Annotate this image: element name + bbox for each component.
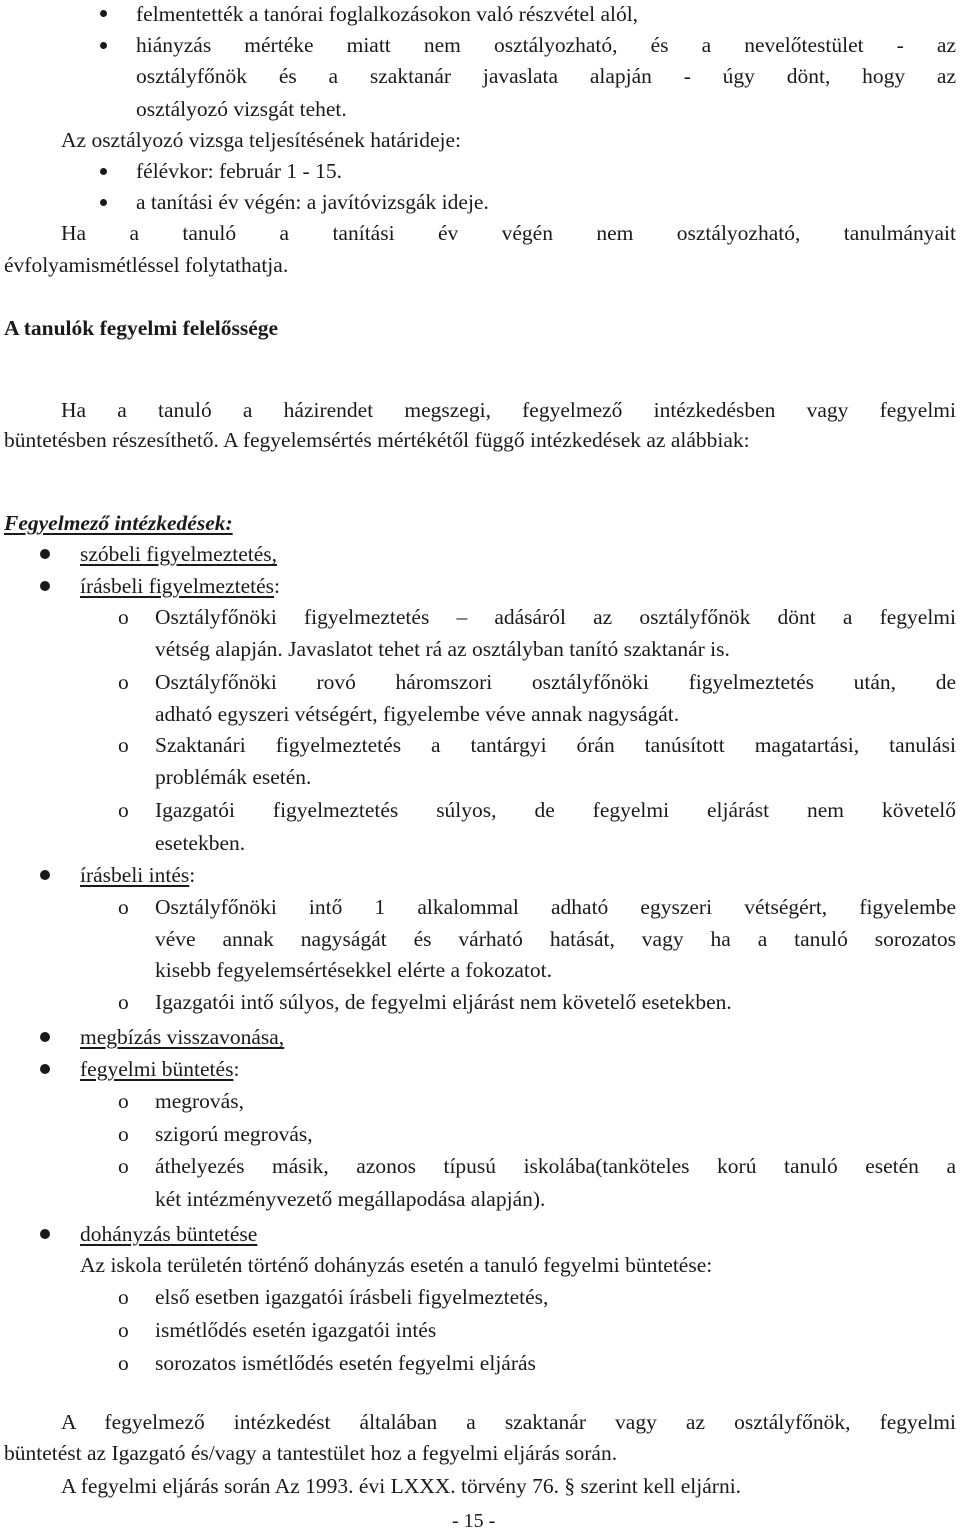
- sub-item: véve annak nagyságát és várható hatását, vagy ha a tanuló sorozatos: [155, 927, 956, 951]
- list-item: félévkor: február 1 - 15.: [136, 159, 342, 183]
- circle-marker: o: [118, 1318, 129, 1342]
- page-number: - 15 -: [452, 1510, 496, 1532]
- paragraph: Ha a tanuló a házirendet megszegi, fegyelmező intézkedésben vagy fegyelmi: [61, 398, 956, 422]
- paragraph: A fegyelmező intézkedést általában a szaktanár vagy az osztályfőnök, fegyelmi: [61, 1410, 956, 1434]
- circle-marker: o: [118, 605, 129, 629]
- deadline-text: Az osztályozó vizsga teljesítésének határideje:: [61, 128, 461, 152]
- bullet: [40, 1064, 50, 1074]
- sub-item: vétség alapján. Javaslatot tehet rá az osztályban tanító szaktanár is.: [155, 637, 730, 661]
- sub-item: ismétlődés esetén igazgatói intés: [155, 1318, 437, 1342]
- list-item: dohányzás büntetése: [80, 1222, 258, 1246]
- sub-item: Osztályfőnöki intő 1 alkalommal adható egyszeri vétségért, figyelembe: [155, 895, 956, 919]
- bullet: [40, 870, 50, 880]
- circle-marker: o: [118, 670, 129, 694]
- list-item: írásbeli figyelmeztetés:: [80, 574, 280, 598]
- bullet: [40, 1032, 50, 1042]
- sub-item: Szaktanári figyelmeztetés a tantárgyi órán tanúsított magatartási, tanulási: [155, 733, 956, 757]
- sub-item: Igazgatói intő súlyos, de fegyelmi eljárást nem követelő esetekben.: [155, 990, 732, 1014]
- list-item: megbízás visszavonása,: [80, 1025, 285, 1049]
- section-title: A tanulók fegyelmi felelőssége: [4, 316, 279, 340]
- bullet: [40, 581, 50, 591]
- sub-item: első esetben igazgatói írásbeli figyelmeztetés,: [155, 1285, 549, 1309]
- paragraph: évfolyamismétléssel folytathatja.: [4, 253, 289, 277]
- subtitle: Fegyelmező intézkedések:: [4, 511, 233, 535]
- bullet: [100, 168, 107, 175]
- circle-marker: o: [118, 895, 129, 919]
- list-item: osztályfőnök és a szaktanár javaslata alapján - úgy dönt, hogy az: [136, 64, 956, 88]
- paragraph: büntetést az Igazgató és/vagy a tantestület hoz a fegyelmi eljárás során.: [4, 1441, 618, 1465]
- paragraph: büntetésben részesíthető. A fegyelemsértés mértékétől függő intézkedések az alábbiak:: [4, 428, 750, 452]
- circle-marker: o: [118, 1285, 129, 1309]
- list-item: szóbeli figyelmeztetés,: [80, 542, 278, 566]
- sub-item: áthelyezés másik, azonos típusú iskolába(tanköteles korú tanuló esetén a: [155, 1154, 956, 1178]
- list-item: osztályozó vizsgát tehet.: [136, 97, 347, 121]
- list-item: írásbeli intés:: [80, 863, 196, 887]
- sub-item: szigorú megrovás,: [155, 1122, 313, 1146]
- sub-item: Osztályfőnöki figyelmeztetés – adásáról az osztályfőnök dönt a fegyelmi: [155, 605, 956, 629]
- bullet: [100, 199, 107, 206]
- circle-marker: o: [118, 1154, 129, 1178]
- bullet: [100, 10, 107, 17]
- paragraph: Ha a tanuló a tanítási év végén nem osztályozható, tanulmányait: [61, 221, 956, 245]
- list-item: a tanítási év végén: a javítóvizsgák ideje.: [136, 190, 489, 214]
- paragraph: Az iskola területén történő dohányzás esetén a tanuló fegyelmi büntetése:: [80, 1253, 713, 1277]
- sub-item: kisebb fegyelemsértésekkel elérte a fokozatot.: [155, 958, 552, 982]
- circle-marker: o: [118, 733, 129, 757]
- circle-marker: o: [118, 1122, 129, 1146]
- sub-item: Igazgatói figyelmeztetés súlyos, de fegyelmi eljárást nem követelő: [155, 798, 956, 822]
- bullet: [40, 549, 50, 559]
- sub-item: megrovás,: [155, 1089, 244, 1113]
- circle-marker: o: [118, 798, 129, 822]
- sub-item: esetekben.: [155, 831, 246, 855]
- sub-item: sorozatos ismétlődés esetén fegyelmi eljárás: [155, 1351, 536, 1375]
- circle-marker: o: [118, 990, 129, 1014]
- sub-item: Osztályfőnöki rovó háromszori osztályfőnöki figyelmeztetés után, de: [155, 670, 956, 694]
- list-item: felmentették a tanórai foglalkozásokon való részvétel alól,: [136, 2, 639, 26]
- circle-marker: o: [118, 1089, 129, 1113]
- circle-marker: o: [118, 1351, 129, 1375]
- sub-item: adható egyszeri vétségért, figyelembe véve annak nagyságát.: [155, 702, 680, 726]
- sub-item: problémák esetén.: [155, 765, 312, 789]
- list-item: hiányzás mértéke miatt nem osztályozható, és a nevelőtestület - az: [136, 33, 956, 57]
- bullet: [100, 42, 107, 49]
- bullet: [40, 1229, 50, 1239]
- list-item: fegyelmi büntetés:: [80, 1057, 240, 1081]
- paragraph: A fegyelmi eljárás során Az 1993. évi LXXX. törvény 76. § szerint kell eljárni.: [61, 1474, 742, 1498]
- sub-item: két intézményvezető megállapodása alapján).: [155, 1187, 546, 1211]
